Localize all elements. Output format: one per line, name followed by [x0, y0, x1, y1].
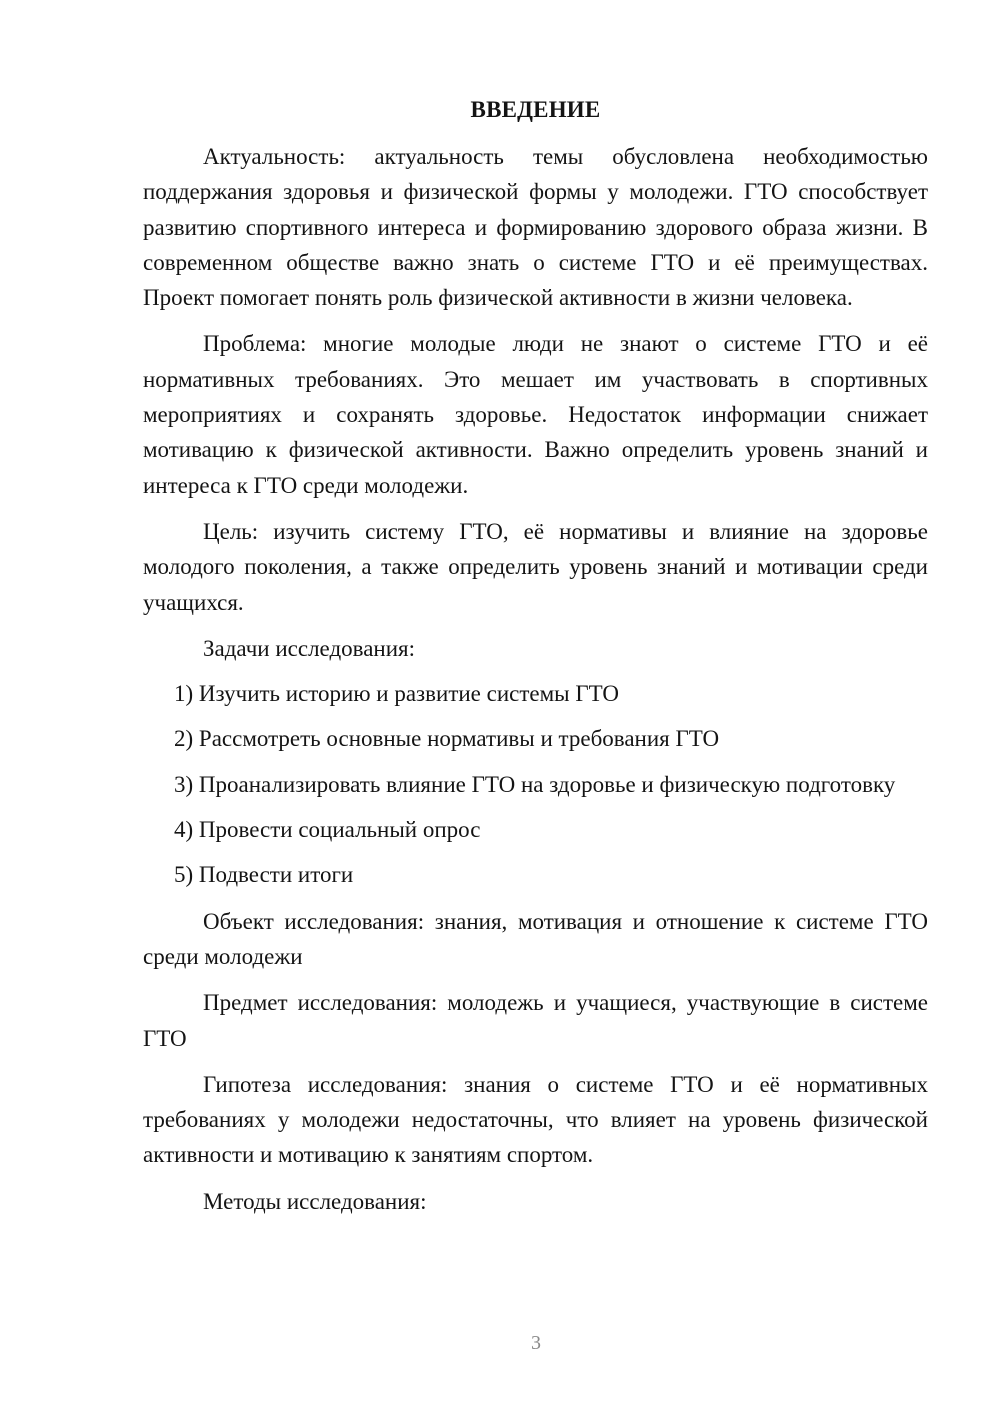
- task-item: 5) Подвести итоги: [174, 862, 354, 888]
- tasks-list: [143, 676, 928, 892]
- problem-paragraph: Проблема: многие молодые люди не знают о системе ГТО и её нормативных требованиях. Это мешает им участвовать в спортивных мероприятиях и сохранять здоровье. Недостаток информации снижает мотивацию к физической активности. Важно определить уровень знаний и интереса к ГТО среди молодежи.: [143, 331, 928, 498]
- hypothesis-paragraph: Гипотеза исследования: знания о системе ГТО и её нормативных требованиях у молодежи недостаточны, что влияет на уровень физической активности и мотивацию к занятиям спортом.: [143, 1071, 928, 1168]
- subject-paragraph: Предмет исследования: молодежь и учащиеся, участвующие в системе ГТО: [143, 990, 928, 1051]
- page-number: 3: [531, 1332, 541, 1354]
- goal-paragraph: Цель: изучить систему ГТО, её нормативы и влияние на здоровье молодого поколения, а также определить уровень знаний и мотивации среди учащихся.: [143, 518, 928, 615]
- task-item: 1) Изучить историю и развитие системы ГТО: [174, 681, 620, 707]
- relevance-paragraph: Актуальность: актуальность темы обусловлена необходимостью поддержания здоровья и физической формы у молодежи. ГТО способствует развитию спортивного интереса и формированию здорового образа жизни. В современном обществе важно знать о системе ГТО и её преимуществах. Проект помогает понять роль физической активности в жизни человека.: [143, 144, 928, 311]
- task-item: 3) Проанализировать влияние ГТО на здоровье и физическую подготовку: [174, 771, 896, 797]
- object-paragraph: Объект исследования: знания, мотивация и отношение к системе ГТО среди молодежи: [143, 908, 928, 969]
- methods-label: Методы исследования:: [203, 1188, 427, 1214]
- task-item: 4) Провести социальный опрос: [174, 817, 481, 843]
- tasks-label: Задачи исследования:: [203, 635, 416, 661]
- page-content: [143, 95, 928, 1219]
- section-heading: ВВЕДЕНИЕ: [470, 97, 601, 122]
- task-item: 2) Рассмотреть основные нормативы и требования ГТО: [174, 726, 720, 752]
